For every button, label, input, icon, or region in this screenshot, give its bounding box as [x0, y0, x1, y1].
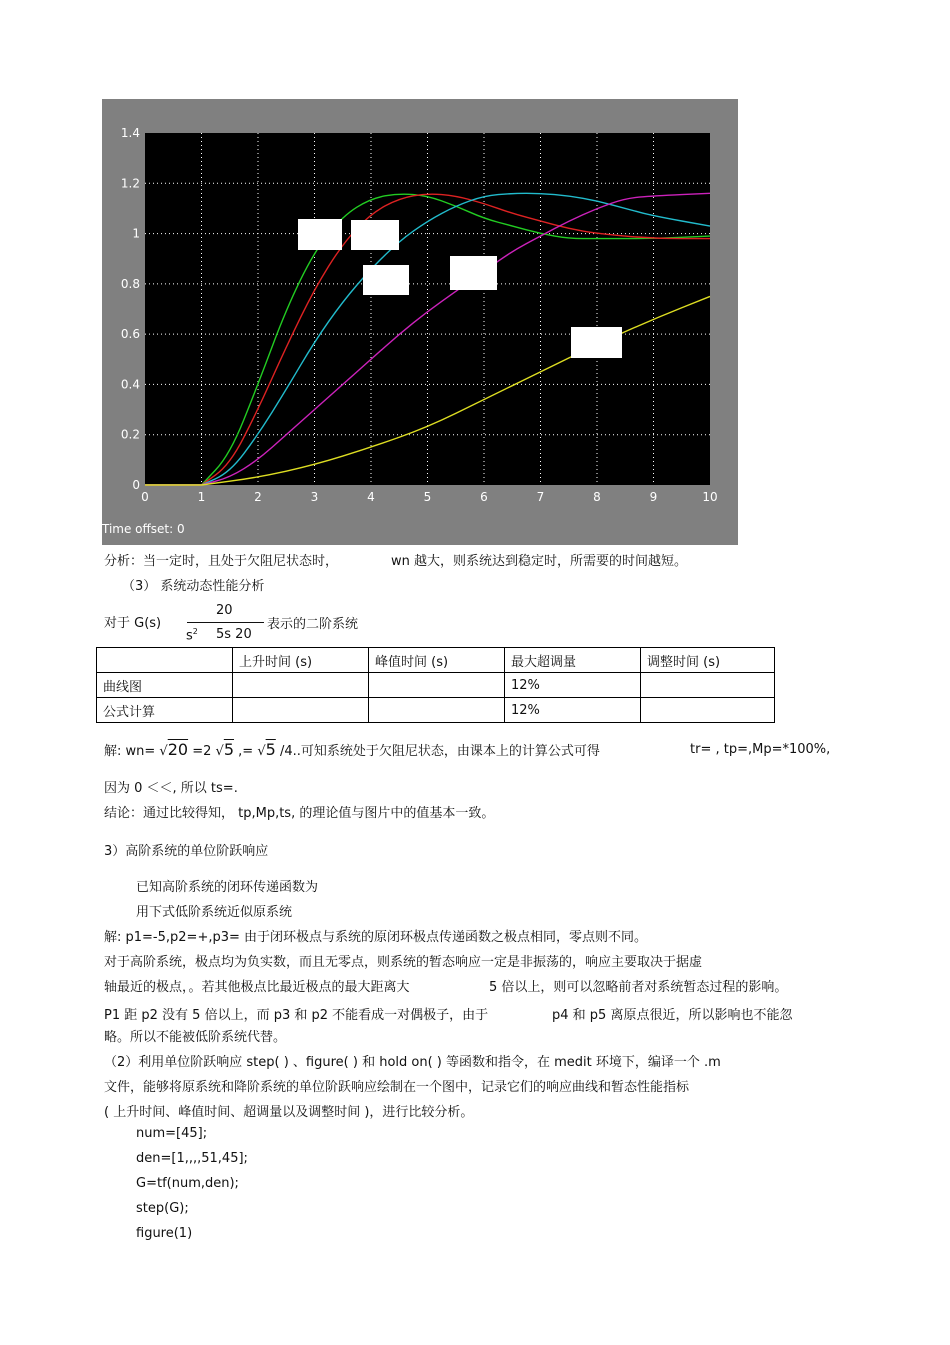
step-response-chart	[102, 99, 738, 545]
table-cell	[641, 698, 775, 723]
table-header-cell: 调整时间 (s)	[641, 648, 775, 673]
y-tick-label: 0.4	[120, 377, 140, 392]
table-header-row	[97, 648, 775, 673]
code-line: figure(1)	[136, 1226, 193, 1241]
x-tick-label: 3	[310, 490, 319, 504]
table-cell: 12%	[505, 698, 641, 723]
label-mask-box	[363, 265, 409, 295]
table-header-cell: 最大超调量	[505, 648, 641, 673]
y-tick-label: 0.2	[120, 427, 140, 442]
paragraph: 略。所以不能被低阶系统代替。	[104, 1030, 287, 1045]
paragraph: ( 上升时间、峰值时间、超调量以及调整时间 )，进行比较分析。	[104, 1105, 474, 1120]
table-cell: 曲线图	[97, 673, 233, 698]
label-mask-box	[298, 219, 342, 250]
conclusion-line: 结论：通过比较得知， tp,Mp,ts, 的理论值与图片中的值基本一致。	[104, 806, 495, 821]
code-line: G=tf(num,den);	[136, 1176, 239, 1191]
y-tick-label: 1.2	[120, 176, 140, 191]
y-tick-label: 1.4	[120, 126, 140, 140]
paragraph: p4 和 p5 离原点很近，所以影响也不能忽	[552, 1008, 793, 1023]
y-tick-label: 0.6	[120, 327, 140, 342]
x-tick-label: 4	[367, 490, 375, 504]
code-line: den=[1,,,,51,45];	[136, 1151, 248, 1166]
table-cell: 公式计算	[97, 698, 233, 723]
x-tick-label: 6	[480, 490, 488, 504]
table-header-cell: 峰值时间 (s)	[369, 648, 505, 673]
paragraph: P1 距 p2 没有 5 倍以上，而 p3 和 p2 不能看成一对偶极子，由于	[104, 1008, 489, 1023]
x-tick-label: 5	[423, 490, 432, 504]
paragraph: 已知高阶系统的闭环传递函数为	[136, 880, 319, 895]
scope-figure	[102, 99, 738, 545]
paragraph: 对于高阶系统，极点均为负实数，而且无零点，则系统的暂态响应一定是非振荡的，响应主要取决于据虚	[104, 955, 703, 970]
performance-table	[96, 647, 775, 723]
formula-denominator: 5s 20	[216, 627, 252, 642]
time-offset-label: Time offset: 0	[102, 522, 185, 536]
table-cell: 12%	[505, 673, 641, 698]
label-mask-box	[571, 327, 622, 358]
fraction-bar	[187, 622, 264, 623]
table-header-cell	[97, 648, 233, 673]
x-tick-label: 2	[254, 490, 262, 504]
formula-s: $s^2$	[186, 627, 198, 644]
table-cell	[641, 673, 775, 698]
formula-numerator: 20	[216, 603, 233, 618]
y-tick-label: 1	[132, 226, 140, 241]
y-tick-label: 0.8	[120, 276, 140, 291]
analysis-text: 分析：当一定时，且处于欠阻尼状态时，	[104, 554, 339, 569]
formula-prefix: 对于 G(s)	[104, 616, 162, 631]
table-cell	[233, 698, 369, 723]
table-cell	[369, 698, 505, 723]
x-tick-label: 1	[197, 490, 206, 504]
section-heading: 3）高阶系统的单位阶跃响应	[104, 844, 269, 859]
x-tick-label: 8	[593, 490, 601, 504]
paragraph: （2）利用单位阶跃响应 step( ) 、figure( ) 和 hold on( ) 等函数和指令，在 medit 环境下，编译一个 .m	[104, 1055, 721, 1070]
label-mask-box	[450, 256, 497, 290]
paragraph: 文件，能够将原系统和降阶系统的单位阶跃响应绘制在一个图中，记录它们的响应曲线和暂态性能指标	[104, 1080, 690, 1095]
y-tick-label: 0	[132, 478, 140, 492]
paragraph: 轴最近的极点，。若其他极点比最近极点的最大距离大	[104, 980, 410, 995]
code-line: step(G);	[136, 1201, 189, 1216]
solution-result: tr= , tp=,Mp=*100%,	[690, 742, 831, 757]
section-heading: （3） 系统动态性能分析	[122, 579, 265, 594]
formula-suffix: 表示的二阶系统	[267, 617, 359, 632]
table-row	[97, 673, 775, 698]
code-line: num=[45];	[136, 1126, 208, 1141]
table-cell	[369, 673, 505, 698]
analysis-text-b: wn 越大，则系统达到稳定时，所需要的时间越短。	[391, 554, 688, 569]
x-tick-label: 7	[536, 490, 545, 504]
x-tick-label: 10	[702, 490, 718, 504]
x-tick-label: 0	[141, 490, 149, 504]
solution-line: 解: wn= √20 =2 √5 ,= √5 /4..可知系统处于欠阻尼状态，由课本上的计算公式可得	[104, 740, 600, 759]
x-tick-label: 9	[649, 490, 658, 504]
paragraph: 5 倍以上，则可以忽略前者对系统暂态过程的影响。	[489, 980, 788, 995]
table-row	[97, 698, 775, 723]
paragraph: 用下式低阶系统近似原系统	[136, 905, 293, 920]
table-header-cell: 上升时间 (s)	[233, 648, 369, 673]
label-mask-box	[351, 220, 399, 250]
table-cell	[233, 673, 369, 698]
paragraph: 解: p1=-5,p2=+,p3= 由于闭环极点与系统的原闭环极点传递函数之极点相同，零点则不同。	[104, 930, 648, 945]
because-line: 因为 0 ＜＜, 所以 ts=.	[104, 781, 238, 796]
